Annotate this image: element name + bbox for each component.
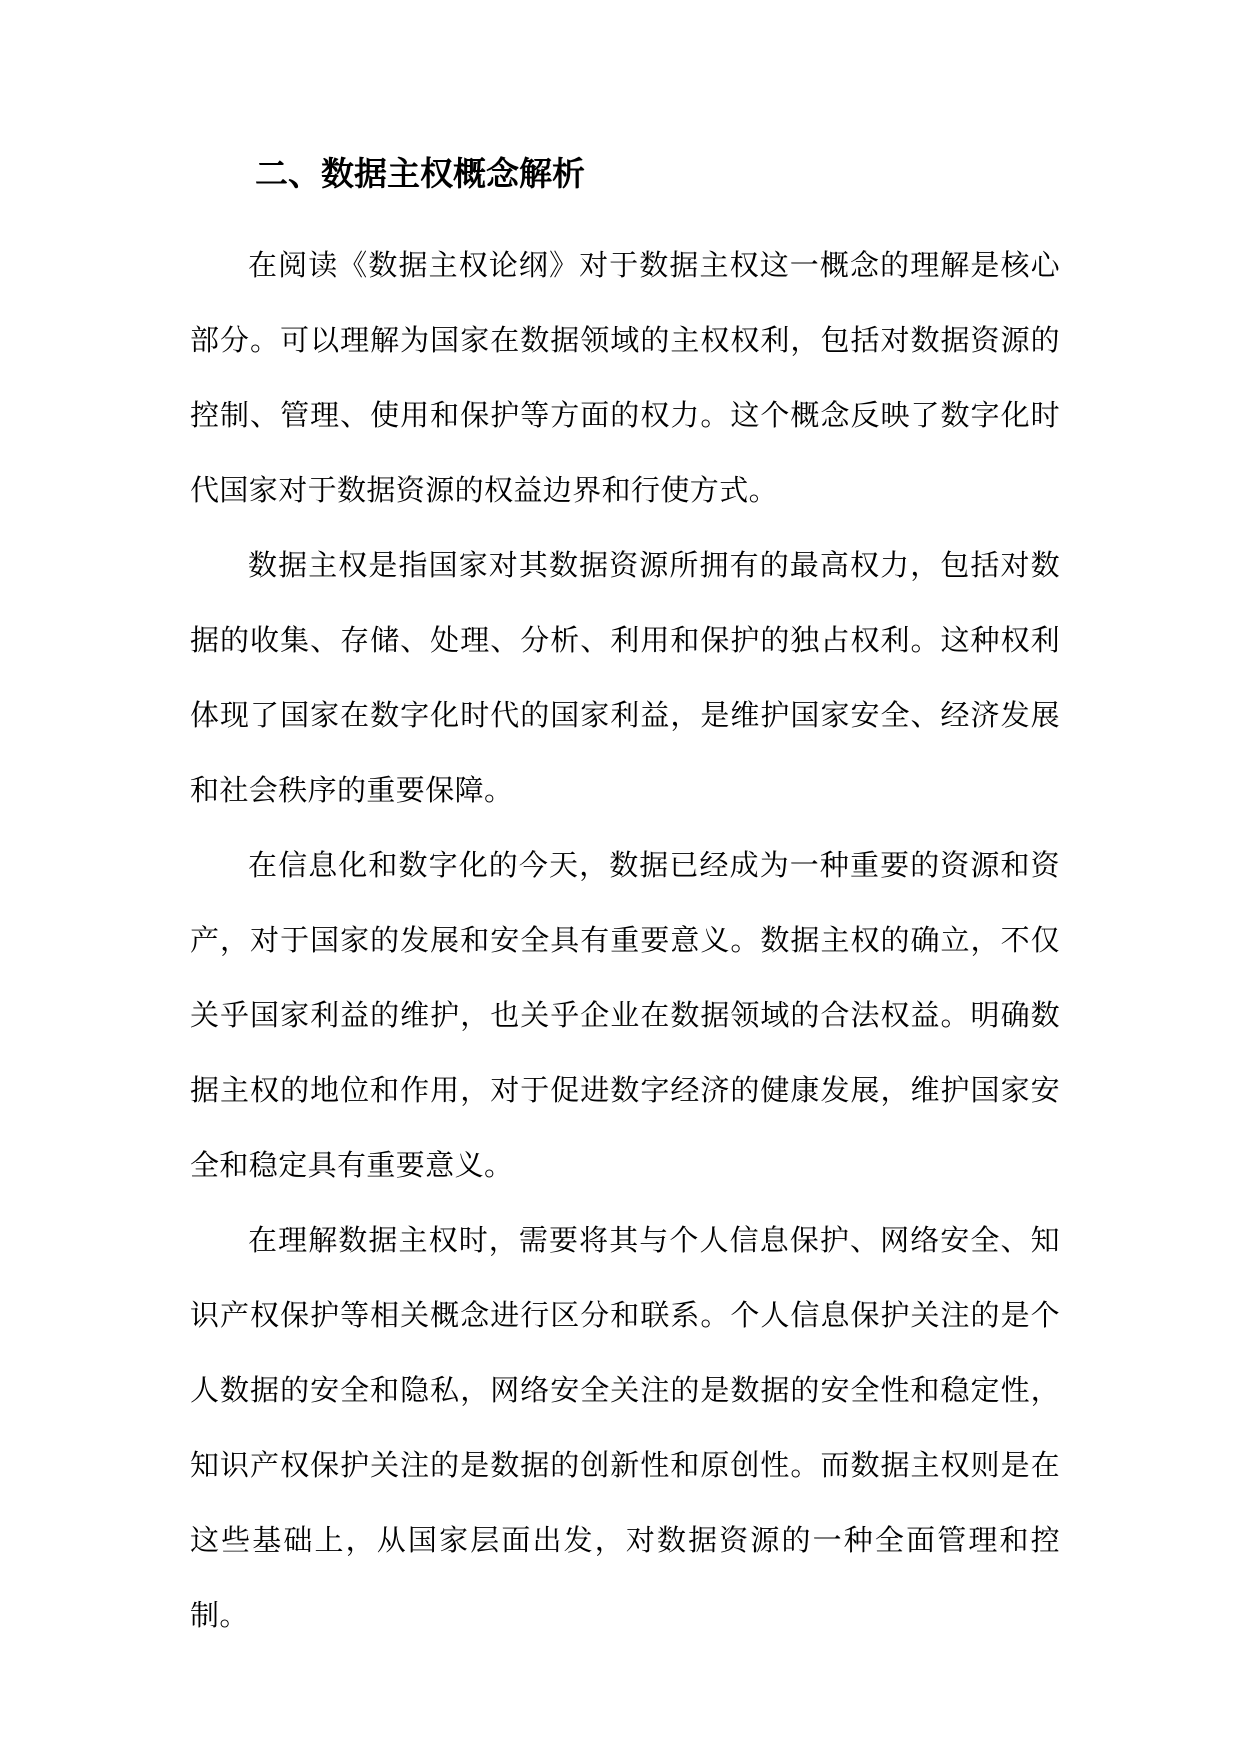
paragraph-2: 数据主权是指国家对其数据资源所拥有的最高权力，包括对数据的收集、存储、处理、分析、利用和保护的独占权利。这种权利体现了国家在数字化时代的国家利益，是维护国家安全、经济发展和社会秩序的重要保障。 xyxy=(190,548,1060,807)
paragraph-3: 在信息化和数字化的今天，数据已经成为一种重要的资源和资产，对于国家的发展和安全具有重要意义。数据主权的确立，不仅关乎国家利益的维护，也关乎企业在数据领域的合法权益。明确数据主权的地位和作用，对于促进数字经济的健康发展，维护国家安全和稳定具有重要意义。 xyxy=(190,848,1060,1182)
paragraph-1: 在阅读《数据主权论纲》对于数据主权这一概念的理解是核心部分。可以理解为国家在数据领域的主权权利，包括对数据资源的控制、管理、使用和保护等方面的权力。这个概念反映了数字化时代国家对于数据资源的权益边界和行使方式。 xyxy=(190,248,1060,507)
paragraph-4: 在理解数据主权时，需要将其与个人信息保护、网络安全、知识产权保护等相关概念进行区分和联系。个人信息保护关注的是个人数据的安全和隐私，网络安全关注的是数据的安全性和稳定性，知识产权保护关注的是数据的创新性和原创性。而数据主权则是在这些基础上，从国家层面出发，对数据资源的一种全面管理和控制。 xyxy=(190,1223,1060,1632)
body-text xyxy=(190,228,1060,1653)
section-heading: 二、数据主权概念解析 xyxy=(255,154,585,193)
